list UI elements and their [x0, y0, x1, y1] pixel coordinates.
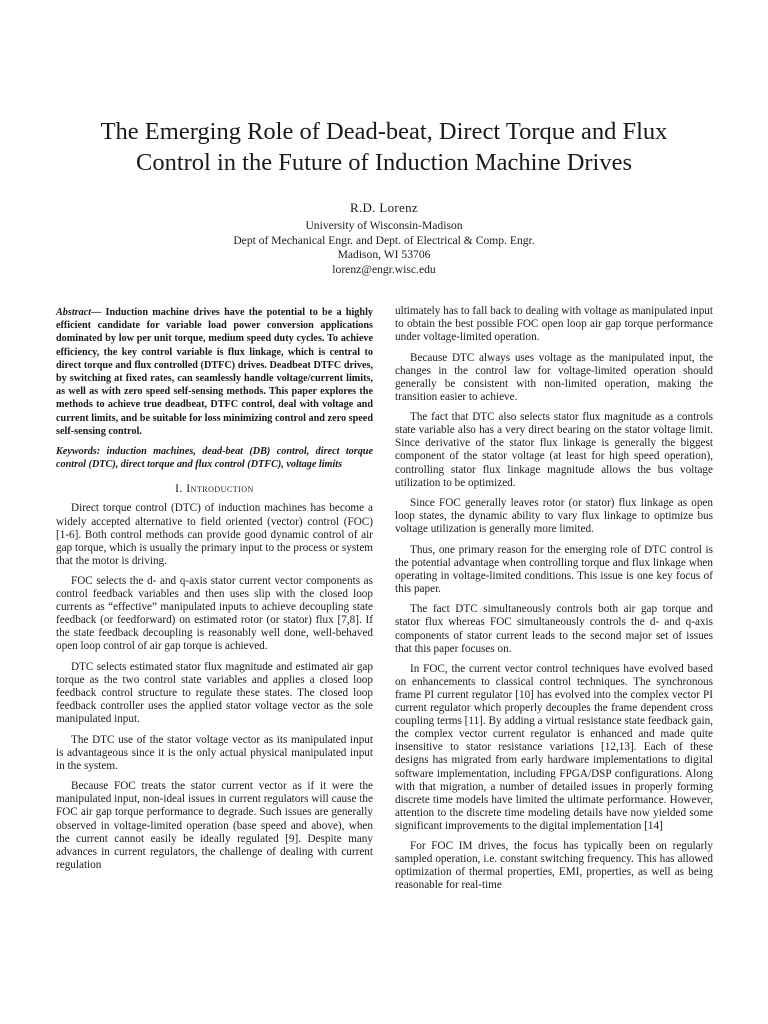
affiliation-address: Madison, WI 53706 [337, 248, 431, 261]
left-paragraph-2: FOC selects the d- and q-axis stator current vector components as control feedback variables and then uses slip with the closed loop currents as “effective” manipulated inputs to achieve decoupling state feedback (or feedforward) on estimated rotor (or stator) flux [7,8]. If the state feedback decoupling is reasonably well done, well-behaved open loop control of air gap torque is achieved. [56, 575, 373, 653]
left-column [56, 306, 373, 879]
title-line-1: The Emerging Role of Dead-beat, Direct Torque and Flux [100, 118, 668, 145]
right-paragraph-1: ultimately has to fall back to dealing with voltage as manipulated input to obtain the best possible FOC open loop air gap torque performance under voltage-limited operation. [395, 305, 713, 344]
left-paragraph-1: Direct torque control (DTC) of induction machines has become a widely accepted alternative to field oriented (vector) control (FOC) [1-6]. Both control methods can provide good dynamic control of air gap torque, which is usually the primary input to the process or system that the motor is driving. [56, 502, 373, 567]
left-paragraph-4: The DTC use of the stator voltage vector as its manipulated input is advantageous since it is the only actual physical manipulated input in the system. [56, 733, 373, 772]
right-paragraph-5: Thus, one primary reason for the emerging role of DTC control is the potential advantage when controlling torque and flux linkage when operating in voltage-limited conditions. This issue is one key focus of this paper. [395, 543, 713, 595]
abstract-text: — Induction machine drives have the potential to be a highly efficient candidate for variable load power conversion applications dominated by low per unit torque, medium speed duty cycles. To achieve efficiency, the key control variable is flux linkage, which is central to direct torque and flux controlled (DTFC) drives. Deadbeat DTFC drives, by switching at fixed rates, can seamlessly handle voltage/current limits, as well as with zero speed self-sensing methods. This paper explores the methods to achieve true deadbeat, DTFC control, deal with voltage and current limits, and be suitable for loss minimizing control and zero speed self-sensing control. [56, 307, 373, 437]
left-paragraph-3: DTC selects estimated stator flux magnitude and estimated air gap torque as the two control state variables and applies a closed loop feedback control structure to regulate these states. The closed loop feedback controller uses the applied stator voltage vector as the sole manipulated input. [56, 661, 373, 726]
right-paragraph-6: The fact DTC simultaneously controls both air gap torque and stator flux whereas FOC simultaneously controls the d- and q-axis components of stator current leads to the second major set of issues that this paper focuses on. [395, 603, 713, 655]
keywords: Keywords: induction machines, dead-beat (DB) control, direct torque control (DTC), direct torque and flux control (DTFC), voltage limits [56, 446, 373, 471]
abstract [56, 306, 373, 438]
right-paragraph-7: In FOC, the current vector control techniques have evolved based on enhancements to classical control techniques. The synchronous frame PI current regulator [10] has evolved into the complex vector PI current regulator which properly decouples the frame dependent cross coupling terms [11]. By adding a virtual resistance state feedback gain, the complex vector current regulator is enhanced and made quite insensitive to stator resistance variations [12,13]. Each of these designs has migrated from early hardware implementations to digital software implementation, including FPGA/DSP configurations. Along with that migration, a number of detailed issues in properly forming discrete time models have limited the ultimate performance. However, attention to the discrete time modeling details have now yielded some significant improvements to the digital implementation [14] [395, 663, 713, 832]
affiliation-university: University of Wisconsin-Madison [305, 219, 463, 232]
right-paragraph-4: Since FOC generally leaves rotor (or stator) flux linkage as open loop states, the dynamic ability to vary flux linkage to optimize bus voltage utilization is generally more limited. [395, 497, 713, 536]
right-column [395, 305, 713, 900]
abstract-label: Abstract [56, 307, 92, 318]
affiliation-department: Dept of Mechanical Engr. and Dept. of Electrical & Comp. Engr. [233, 233, 535, 247]
section-heading-introduction: I. Introduction [175, 483, 254, 496]
paper-title [40, 116, 728, 178]
right-paragraph-3: The fact that DTC also selects stator flux magnitude as a controls state variable also has a very direct bearing on the stator voltage limit. Since derivative of the stator flux linkage is generally the biggest component of the stator voltage (at least for high speed operation), controlling stator flux linkage magnitude allows the bus voltage utilization to be optimized. [395, 411, 713, 489]
author-name: R.D. Lorenz [350, 200, 418, 215]
author-block [40, 200, 728, 277]
right-paragraph-2: Because DTC always uses voltage as the manipulated input, the changes in the control law for voltage-limited operation should generally be consistent with non-limited operation, making the transition easier to achieve. [395, 351, 713, 403]
left-paragraph-5: Because FOC treats the stator current vector as if it were the manipulated input, non-ideal issues in current regulators will cause the FOC air gap torque performance to degrade. Such issues are generally observed in voltage-limited operation (base speed and above), when the current cannot easily be ideally regulated [9]. Despite many advances in current regulators, the challenge of dealing with current regulation [56, 780, 373, 871]
title-line-2: Control in the Future of Induction Machine Drives [135, 149, 633, 176]
author-email: lorenz@engr.wisc.edu [332, 262, 436, 276]
right-paragraph-8: For FOC IM drives, the focus has typically been on regularly sampled operation, i.e. constant switching frequency. This has allowed optimization of thermal properties, EMI, properties, as well as being reasonable for real-time [395, 840, 713, 892]
